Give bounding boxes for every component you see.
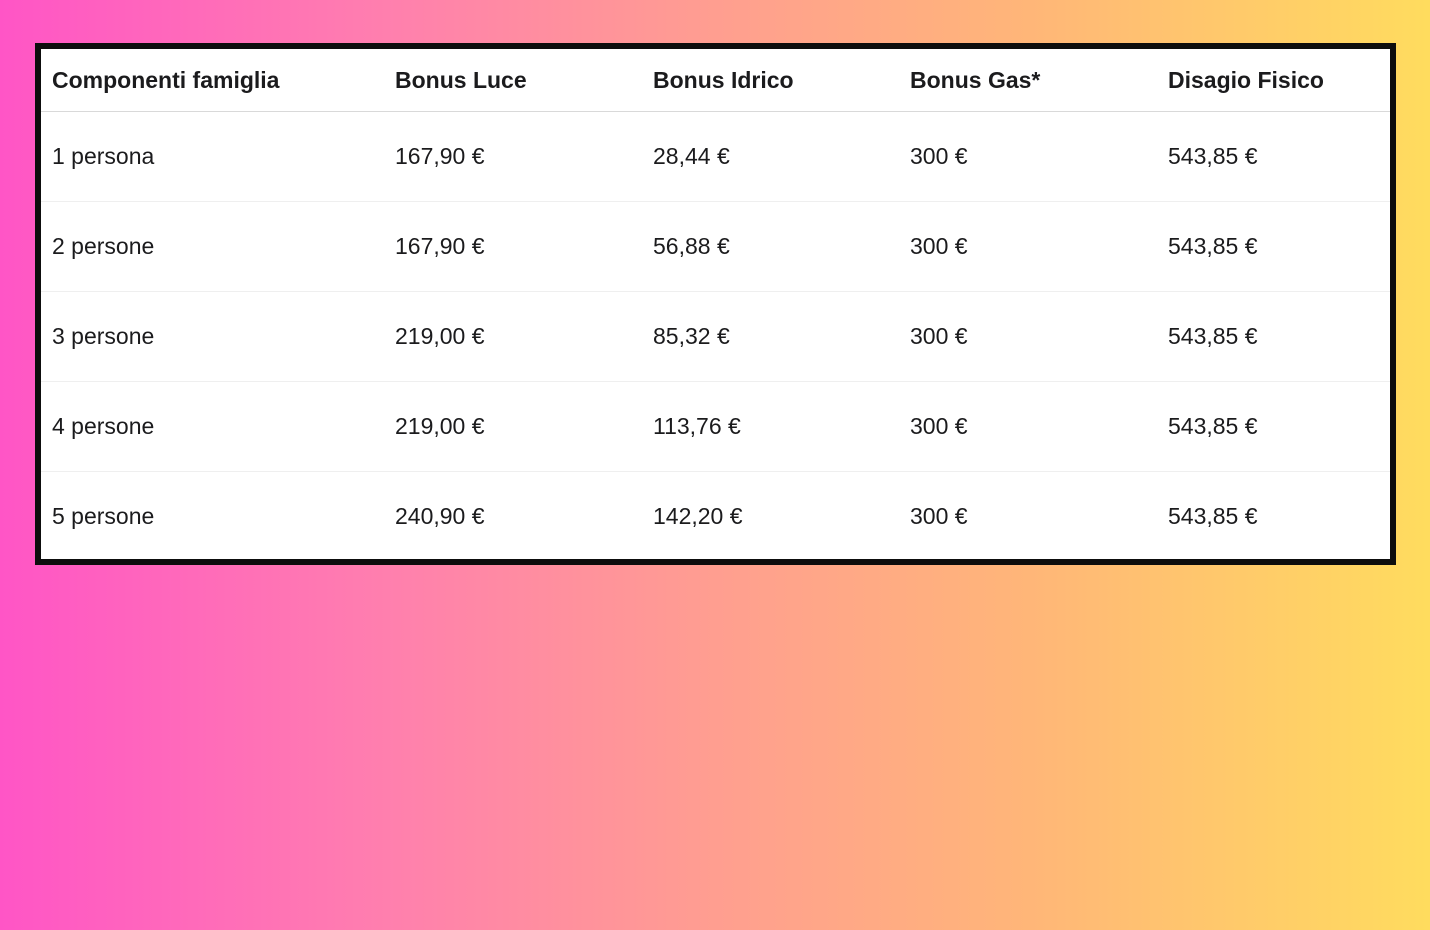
column-header-bonus-luce: Bonus Luce (384, 49, 642, 112)
table-row-5-persone (41, 472, 1390, 562)
column-header-bonus-idrico: Bonus Idrico (642, 49, 899, 112)
bonus-table (41, 49, 1390, 561)
table-cell: 300 € (899, 292, 1157, 382)
table-cell: 543,85 € (1168, 503, 1258, 529)
table-cell: 543,85 € (1157, 292, 1390, 382)
table-row-2-persone (41, 202, 1390, 292)
table-cell: 300 € (899, 112, 1157, 202)
table-cell: 219,00 € (384, 382, 642, 472)
table-cell: 543,85 € (1157, 382, 1390, 472)
table-cell: 300 € (899, 382, 1157, 472)
row-label: 5 persone (52, 503, 155, 529)
table-cell: 543,85 € (1157, 112, 1390, 202)
column-header-disagio-fisico: Disagio Fisico (1157, 49, 1390, 112)
table-row-1-persona (41, 112, 1390, 202)
table-cell: 300 € (899, 202, 1157, 292)
row-label: 1 persona (41, 112, 384, 202)
row-label: 4 persone (41, 382, 384, 472)
table-cell: 142,20 € (653, 503, 743, 529)
row-label: 3 persone (41, 292, 384, 382)
table-cell: 167,90 € (384, 202, 642, 292)
table-row-4-persone (41, 382, 1390, 472)
table-cell: 113,76 € (642, 382, 899, 472)
row-label: 2 persone (41, 202, 384, 292)
column-header-componenti-famiglia: Componenti famiglia (41, 49, 384, 112)
table-cell: 219,00 € (384, 292, 642, 382)
table-cell: 167,90 € (384, 112, 642, 202)
table-row-3-persone (41, 292, 1390, 382)
table-cell: 85,32 € (642, 292, 899, 382)
table-cell: 300 € (910, 503, 968, 529)
table-cell: 28,44 € (642, 112, 899, 202)
column-header-bonus-gas: Bonus Gas* (899, 49, 1157, 112)
bonus-table-card (35, 43, 1396, 565)
table-cell: 240,90 € (395, 503, 485, 529)
table-cell: 56,88 € (642, 202, 899, 292)
table-cell: 543,85 € (1157, 202, 1390, 292)
table-header-row (41, 49, 1390, 112)
